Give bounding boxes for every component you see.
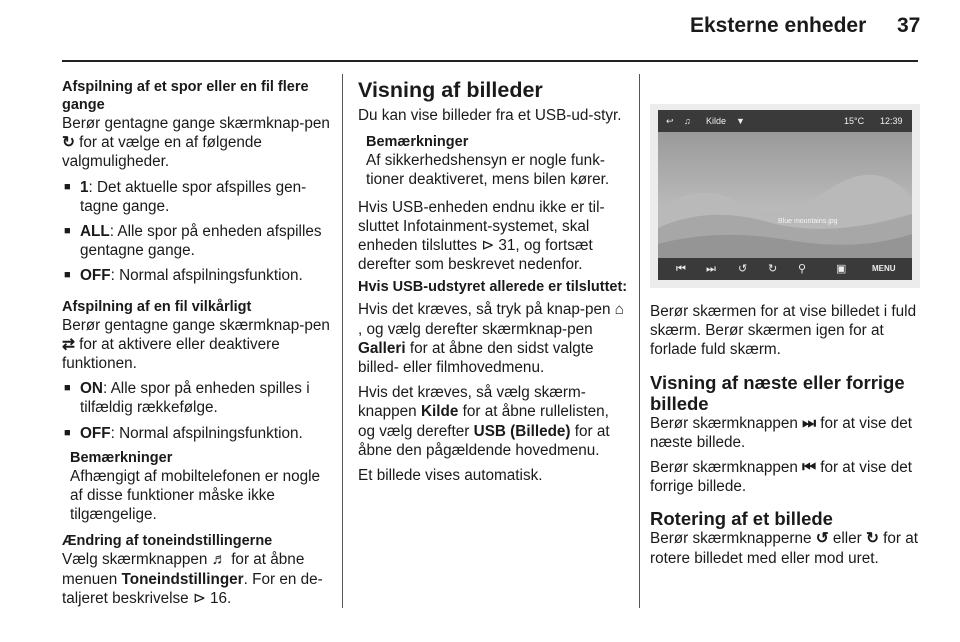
paragraph-next: Berør skærmknappen ⏭ for at vise det næste billede. xyxy=(650,414,913,451)
column-2 xyxy=(358,78,628,485)
note-title: Bemærkninger xyxy=(366,134,469,151)
list-item: ■ OFF: Normal afspilningsfunktion. xyxy=(62,266,332,285)
clock: 12:39 xyxy=(880,116,903,126)
paragraph-auto: Et billede vises automatisk. xyxy=(358,467,543,485)
paragraph-source: Hvis det kræves, så vælg skærm-knappen Kilde for at åbne rullelisten, og vælg derefter USB (Billede) for at åbne den pågældende hovedmenu. xyxy=(358,384,610,459)
screen-display xyxy=(658,110,912,280)
paragraph-gallery: Hvis det kræves, så tryk på knap-pen ⌂, og vælg derefter skærmknap-pen Galleri for at åbne den sidst valgte billed- eller filmhovedmenu. xyxy=(358,301,625,377)
repeat-icon: ↻ xyxy=(62,134,75,152)
chevron-down-icon[interactable]: ▼ xyxy=(736,116,745,126)
column-3 xyxy=(650,302,920,568)
note-box xyxy=(358,133,628,189)
source-button[interactable]: Kilde xyxy=(706,116,727,126)
back-icon[interactable]: ↩ xyxy=(666,116,674,126)
note-text: Afhængigt af mobiltelefonen er nogle af disse funktioner måske ikke tilgængelige. xyxy=(70,467,321,524)
gallery-icon[interactable]: ▣ xyxy=(836,263,847,275)
page-number: 37 xyxy=(897,14,921,37)
rotate-right-icon[interactable]: ↻ xyxy=(768,263,778,275)
paragraph-rotate: Berør skærmknapperne ↺ eller ↻ for at rotere billedet med eller mod uret. xyxy=(650,530,918,567)
intro-text: Du kan vise billeder fra et USB-ud-styr. xyxy=(358,107,622,124)
list-item: ■ ON: Alle spor på enheden spilles i tilfældig rækkefølge. xyxy=(62,379,332,417)
column-divider-2 xyxy=(639,74,640,608)
previous-icon[interactable]: ⏮ xyxy=(676,263,686,275)
column-1 xyxy=(62,78,332,608)
section-title-rotate: Rotering af et billede xyxy=(650,508,833,530)
list-item: ■ ALL: Alle spor på enheden afspilles gentagne gange. xyxy=(62,222,332,260)
subsection-title: Hvis USB-udstyret allerede er tilsluttet: xyxy=(358,279,628,296)
header-rule xyxy=(62,60,918,62)
temperature: 15°C xyxy=(844,116,865,126)
home-icon: ⌂ xyxy=(614,301,625,319)
section-title-repeat: Afspilning af et spor eller en fil flere gange xyxy=(62,79,309,113)
paragraph-repeat: Berør gentagne gange skærmknap-pen ↻ for at vælge en af følgende valgmuligheder. xyxy=(62,115,330,171)
zoom-icon[interactable]: ⚲ xyxy=(798,263,807,275)
image-filename: Blue mountains.jpg xyxy=(778,218,838,225)
page-header-title: Eksterne enheder xyxy=(690,14,867,37)
list-item: ■ OFF: Normal afspilningsfunktion. xyxy=(62,424,332,443)
paragraph-tone: Vælg skærmknappen ♬ for at åbne menuen Toneindstillinger. For en de-taljeret beskrivelse ⊳ 16. xyxy=(62,551,323,607)
media-icon[interactable]: ♫ xyxy=(684,116,691,126)
next-icon[interactable]: ⏭ xyxy=(706,263,716,275)
note-title: Bemærkninger xyxy=(70,449,173,466)
screen-bottom-bar xyxy=(658,258,912,280)
paragraph-shuffle: Berør gentagne gange skærmknap-pen ⇄ for at aktivere eller deaktivere funktionen. xyxy=(62,316,330,373)
paragraph-previous: Berør skærmknappen ⏮ for at vise det forrige billede. xyxy=(650,459,913,496)
column-divider-1 xyxy=(342,74,343,608)
menu-button[interactable]: MENU xyxy=(872,264,896,273)
mountain-photo xyxy=(658,110,912,280)
section-title-images: Visning af billeder xyxy=(358,78,543,102)
rotate-right-icon: ↻ xyxy=(866,530,879,548)
rotate-left-icon[interactable]: ↺ xyxy=(738,263,748,275)
section-title-tone: Ændring af toneindstillingerne xyxy=(62,533,273,550)
note-box xyxy=(62,449,332,525)
shuffle-icon: ⇄ xyxy=(62,335,75,353)
screen-top-bar xyxy=(658,110,912,132)
previous-icon: ⏮ xyxy=(802,459,816,477)
page-reference-icon: ⊳ xyxy=(481,237,495,255)
next-icon: ⏭ xyxy=(802,414,816,432)
paragraph-fullscreen: Berør skærmen for at vise billedet i fuld skærm. Berør skærmen igen for at forlade fuld skærm. xyxy=(650,303,917,359)
tone-icon: ♬ xyxy=(211,551,227,569)
section-title-next: Visning af næste eller forrige billede xyxy=(650,371,905,414)
infotainment-screen-image xyxy=(650,104,920,288)
page-reference-icon: ⊳ xyxy=(192,589,206,607)
list-item: ■ 1: Det aktuelle spor afspilles gen-tagne gange. xyxy=(62,178,332,216)
rotate-left-icon: ↺ xyxy=(815,530,829,548)
section-title-shuffle: Afspilning af en fil vilkårligt xyxy=(62,298,252,315)
paragraph-connect: Hvis USB-enheden endnu ikke er til-sluttet Infotainment-systemet, skal enheden tilsluttes ⊳ 31, og fortsæt derefter som beskrevet nedenfor. xyxy=(358,198,605,274)
note-text: Af sikkerhedshensyn er nogle funk-tioner deaktiveret, mens bilen kører. xyxy=(366,152,610,189)
